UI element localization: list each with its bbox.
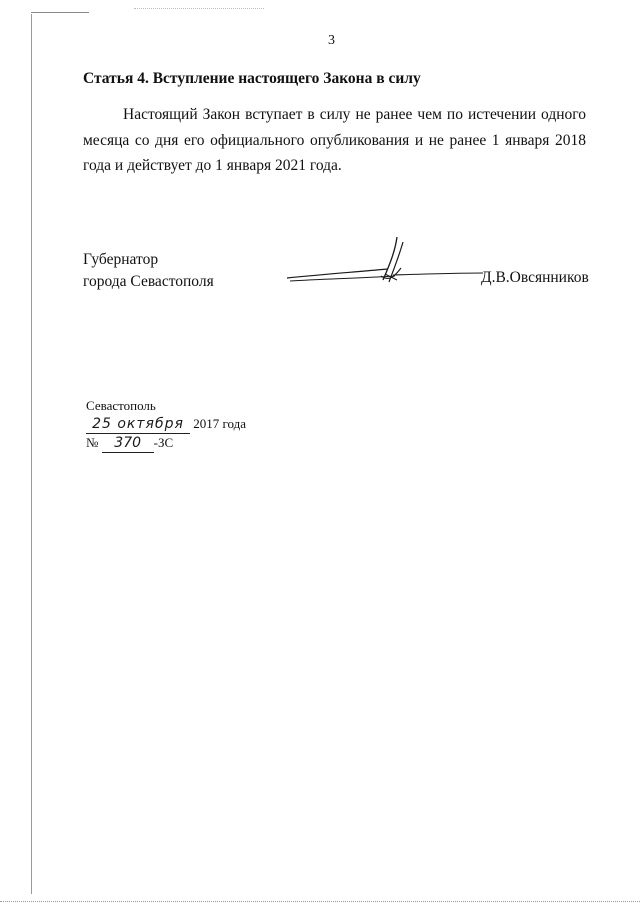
governor-title — [83, 249, 214, 293]
governor-name: Д.В.Овсянников — [481, 269, 589, 286]
governor-title-line2: города Севастополя — [83, 273, 214, 290]
footer-city: Севастополь — [86, 398, 156, 413]
scan-edge-left — [31, 14, 32, 894]
document-footer — [86, 397, 246, 453]
handwritten-signature — [285, 232, 485, 292]
handwritten-law-number: 370 — [102, 434, 154, 453]
page-number: 3 — [328, 33, 335, 48]
article-heading: Статья 4. Вступление настоящего Закона в силу — [83, 70, 421, 87]
date-suffix: 2017 года — [193, 416, 247, 431]
handwritten-date: 25 октября — [86, 415, 190, 434]
scan-edge-top-dotted — [134, 8, 264, 9]
scan-edge-top — [31, 12, 89, 13]
governor-title-line1: Губернатор — [83, 251, 159, 268]
article-body: Настоящий Закон вступает в силу не ранее чем по истечении одного месяца со дня его официального опубликования и не ранее 1 января 2018 года и действует до 1 января 2021 года. — [83, 106, 586, 174]
footer-date — [86, 415, 246, 434]
scan-edge-bottom — [0, 901, 640, 902]
number-prefix: № — [86, 435, 99, 450]
number-suffix: -ЗС — [153, 435, 174, 450]
footer-law-number — [86, 434, 246, 453]
